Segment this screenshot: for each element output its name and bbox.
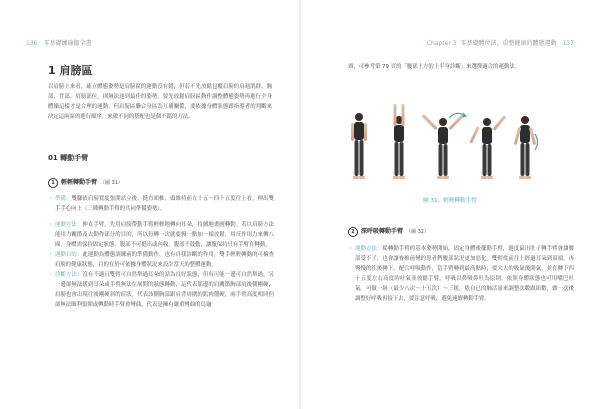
bullet-item <box>48 250 274 270</box>
item-heading-2 <box>348 226 429 237</box>
left-running-head <box>26 38 91 47</box>
chapter-title: 零基礎體位法，重整健康的體態運動 <box>460 40 557 47</box>
bullet-text: 雙腳依肩膀寬度張開站立後，挺直頸椎，頭維持前方十五～四十五度往上看，伸出雙手手心向上（三種轉動手臂的共同準備姿勢）。 <box>55 196 274 212</box>
left-page-number: 136 <box>26 40 38 47</box>
bullet-label: 運動方法： <box>55 222 83 228</box>
figure-ref-2: （圖 32） <box>406 229 429 235</box>
item-title-2: 深呼吸轉動手臂 <box>361 228 404 235</box>
pose-1-figure <box>351 113 367 179</box>
pose-5-figure <box>514 116 538 179</box>
pose-3-figure <box>421 113 466 179</box>
item-heading-1 <box>48 177 123 188</box>
pose-2-figure <box>393 104 405 179</box>
arm-rotation-figure <box>345 104 541 188</box>
bullet-text: 伸直手臂，先用肩膀帶動手臂輕輕地轉向耳朵，持續地畫圓轉動。若以肩膀方法能用力關節及去動作部分的目的，所以每轉一次就要慢一點加一樣放鬆，用反作用力來轉八圈，身體需保持固定狀態，腹部不可挺出或內收，腹部不鼓動，讓腹保持只有手臂在轉動。 <box>55 222 274 248</box>
bullet-label: 診斷方法： <box>55 272 83 278</box>
bullet-label: 準備： <box>55 196 72 202</box>
right-page-number: 137 <box>562 40 574 47</box>
left-book-title: 零基礎練瑜伽全書 <box>43 40 92 47</box>
item-number-1: 1 <box>48 178 58 188</box>
bullet-item <box>348 244 574 304</box>
bullet-item <box>48 270 274 310</box>
bullet-text: 從轉動手臂的基本姿勢開始，固定身體後擺動手臂，過度鼠出肚子轉手臂會讓腰部受不了，也會讓脊椎前彎的患者們腰部狀況更加惡化。雙臂從前往上經過耳朵到頂端，再慢慢的往後轉下，配合呼吸動作，當手臂轉到最高點時，要大大的吸氣後閉氣，並在轉下四十五度左右高度時吐氣並放鬆手臂。呼吸以鼻吸鼻吐為原則，依照身體狀態也可用嘴巴吐氣。可做一組（最少八次～十五次）～三組，依自己的肺活量來調整次數跟組數，做一次後調整好呼吸再接下去，要注意呼吸，避免連續轉動手臂。 <box>355 246 574 302</box>
bullet-item <box>48 194 274 214</box>
section-title: 1 肩膀區 <box>48 64 93 77</box>
bullet-label: 運動目的： <box>55 252 83 258</box>
bullet-item <box>48 220 274 250</box>
item-number-2: 2 <box>348 227 358 237</box>
bullet-list-left <box>48 194 274 310</box>
figure-caption: 圖 31：輕輕轉動手臂 <box>423 198 477 204</box>
pose-4-figure <box>469 115 506 179</box>
subsection-title: 01 轉動手臂 <box>48 154 89 162</box>
right-page <box>300 0 600 409</box>
figure-ref-1: （圖 31） <box>100 180 123 186</box>
bullet-list-right <box>348 244 574 304</box>
right-running-head <box>427 38 574 47</box>
chapter-label: Chapter 3 <box>426 40 457 47</box>
item-title-1: 輕輕轉動手臂 <box>61 179 98 186</box>
bullet-text: 此運動為體態訓練前的準備動作，也有自我診斷的作用，雙手輕輕轉動的可檢查肩膀的健康狀態，目的在於可依據身體狀況來設計當天的整體運動。 <box>55 252 274 268</box>
intro-paragraph: 以肩膀上來看，確立體態姿勢是肩膀區的運動沒有錯，但若不先放鬆包覆肩膀的肩週肌群，胸部、背部、肩膀部位，則無法達到最佳的姿勢。要先放鬆肩膀區動作調整體態姿勢再進行全身體操這樣才是合理的運動，但肩膀區聯合身區為互補關係，要依據身體狀態跟指導者的判斷來決定這兩區的進行順序，來做不同的搭配也是個不錯的方法。 <box>48 84 272 120</box>
bullet-label: 運動方法： <box>355 246 383 252</box>
bullet-text: 沒有不適且雙臂可自然舉過耳朵的話為良好狀態，但有可能一邊可自然舉過，另一邊卻無法緩到耳朵或手臂無法在展開的狀態轉動，這代表那邊的肩關節胸部肩後側剛硬，肩膀也會出現往後剛硬斜的症狀。代表該側胸部跟肩背周圍的肌肉僵硬，兩手臂高度相同但卻無法順利張開或轉動時手臂會彎曲，代表是擁有嚴重彎曲的烏龜 <box>55 272 274 308</box>
continued-paragraph: 頸，可參考第 79 頁的「腰部上方的上半身診斷」來選擇適合的運動法。 <box>348 64 521 70</box>
